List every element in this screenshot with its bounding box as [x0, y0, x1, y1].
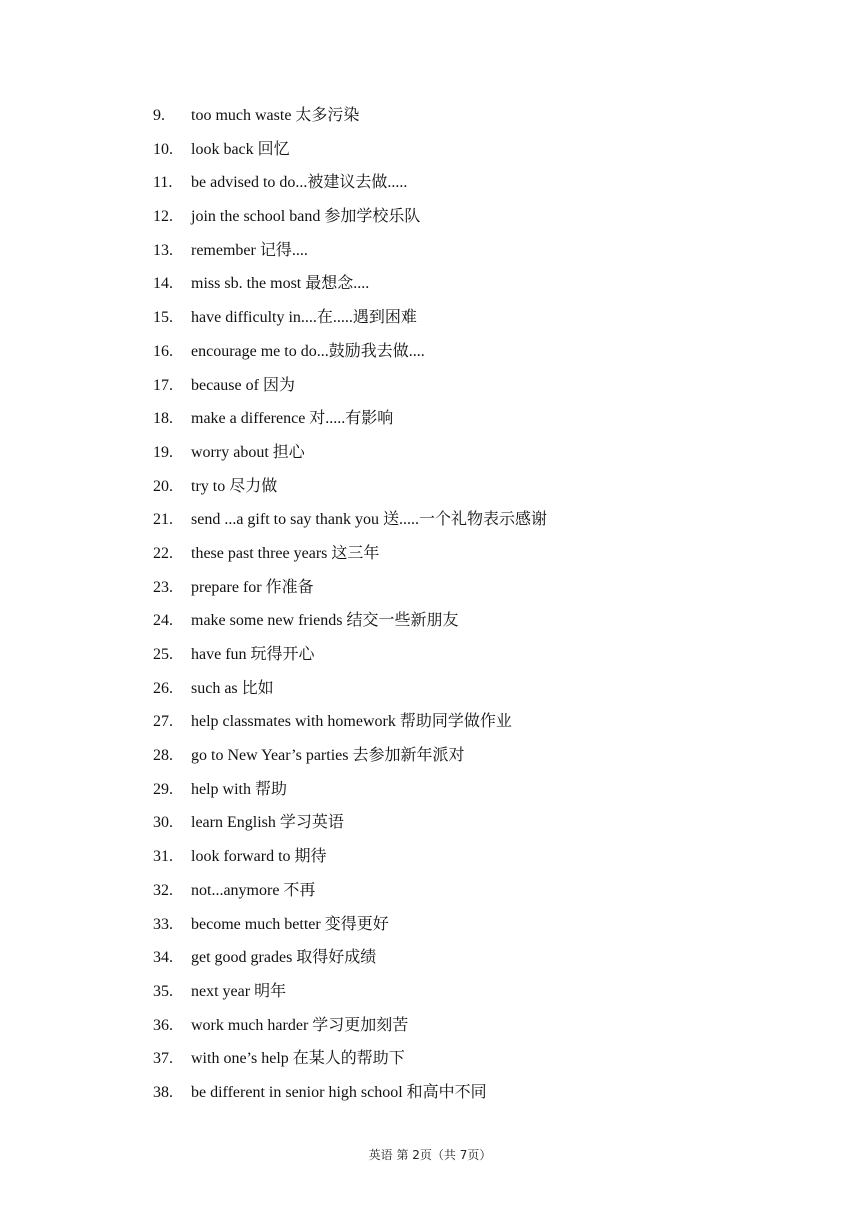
list-item — [0, 1076, 860, 1110]
item-number: 36. — [153, 1016, 173, 1034]
item-phrase: look forward to 期待 — [191, 848, 327, 866]
list-item — [0, 436, 860, 470]
item-phrase: look back 回忆 — [191, 140, 290, 158]
item-phrase: have difficulty in....在.....遇到困难 — [191, 309, 417, 327]
list-item — [0, 537, 860, 571]
item-phrase: miss sb. the most 最想念.... — [191, 275, 370, 293]
item-number: 37. — [153, 1050, 173, 1068]
list-item — [0, 301, 860, 335]
item-number: 12. — [153, 208, 173, 226]
item-phrase: with one’s help 在某人的帮助下 — [191, 1050, 405, 1068]
item-number: 22. — [153, 544, 173, 562]
page-footer: 英语 第 2页（共 7页） — [368, 1148, 492, 1162]
list-item — [0, 402, 860, 436]
list-item — [0, 335, 860, 369]
item-number: 32. — [153, 881, 173, 899]
item-number: 16. — [153, 342, 173, 360]
item-phrase: help with 帮助 — [191, 780, 287, 798]
item-phrase: have fun 玩得开心 — [191, 646, 315, 663]
item-number: 23. — [153, 578, 173, 596]
item-number: 21. — [153, 511, 173, 529]
item-phrase: be different in senior high school 和高中不同 — [191, 1083, 487, 1101]
item-phrase: not...anymore 不再 — [191, 881, 316, 899]
item-number: 20. — [153, 477, 173, 495]
item-number: 10. — [153, 140, 173, 158]
item-phrase: send ...a gift to say thank you 送.....一个礼物表示感谢 — [191, 511, 547, 529]
item-phrase: next year 明年 — [191, 982, 287, 1000]
list-item — [0, 941, 860, 975]
item-number: 34. — [153, 949, 173, 967]
item-phrase: prepare for 作准备 — [191, 578, 314, 596]
item-phrase: remember 记得.... — [191, 241, 308, 259]
item-number: 26. — [153, 679, 173, 697]
item-number: 33. — [153, 915, 173, 933]
item-phrase: make some new friends 结交一些新朋友 — [191, 612, 459, 630]
item-number: 15. — [153, 309, 173, 327]
vocabulary-list — [0, 99, 860, 1110]
list-item — [0, 571, 860, 605]
item-number: 30. — [153, 814, 173, 832]
item-number: 24. — [153, 612, 173, 630]
list-item — [0, 672, 860, 706]
item-number: 14. — [153, 275, 173, 293]
item-phrase: become much better 变得更好 — [191, 915, 389, 933]
item-phrase: these past three years 这三年 — [191, 544, 380, 562]
list-item — [0, 1009, 860, 1043]
item-number: 13. — [153, 241, 173, 259]
item-phrase: learn English 学习英语 — [191, 814, 344, 832]
list-item — [0, 503, 860, 537]
item-phrase: such as 比如 — [191, 679, 274, 697]
item-number: 35. — [153, 982, 173, 1000]
item-phrase: too much waste 太多污染 — [191, 107, 360, 124]
list-item — [0, 470, 860, 504]
list-item — [0, 369, 860, 403]
item-number: 31. — [153, 848, 173, 866]
item-number: 27. — [153, 713, 173, 731]
item-number: 38. — [153, 1083, 173, 1101]
list-item — [0, 874, 860, 908]
item-phrase: go to New Year’s parties 去参加新年派对 — [191, 747, 465, 765]
item-number: 28. — [153, 747, 173, 765]
item-phrase: worry about 担心 — [191, 443, 305, 461]
list-item — [0, 267, 860, 301]
item-phrase: be advised to do...被建议去做..... — [191, 174, 408, 192]
item-number: 17. — [153, 376, 173, 394]
list-item — [0, 840, 860, 874]
item-phrase: work much harder 学习更加刻苦 — [191, 1016, 409, 1034]
list-item — [0, 908, 860, 942]
list-item — [0, 705, 860, 739]
list-item — [0, 975, 860, 1009]
item-phrase: encourage me to do...鼓励我去做.... — [191, 342, 425, 360]
item-number: 29. — [153, 780, 173, 798]
list-item — [0, 773, 860, 807]
item-phrase: help classmates with homework 帮助同学做作业 — [191, 713, 512, 731]
list-item — [0, 1042, 860, 1076]
item-number: 25. — [153, 646, 173, 663]
item-phrase: join the school band 参加学校乐队 — [191, 208, 421, 226]
list-item — [0, 638, 860, 672]
item-number: 19. — [153, 443, 173, 461]
item-number: 11. — [153, 174, 173, 192]
list-item — [0, 99, 860, 133]
list-item — [0, 200, 860, 234]
list-item — [0, 133, 860, 167]
item-phrase: make a difference 对.....有影响 — [191, 410, 394, 428]
item-phrase: try to 尽力做 — [191, 477, 278, 495]
list-item — [0, 166, 860, 200]
item-phrase: because of 因为 — [191, 376, 295, 394]
item-number: 9. — [153, 107, 165, 124]
list-item — [0, 234, 860, 268]
item-number: 18. — [153, 410, 173, 428]
list-item — [0, 806, 860, 840]
list-item — [0, 739, 860, 773]
list-item — [0, 604, 860, 638]
item-phrase: get good grades 取得好成绩 — [191, 949, 377, 967]
